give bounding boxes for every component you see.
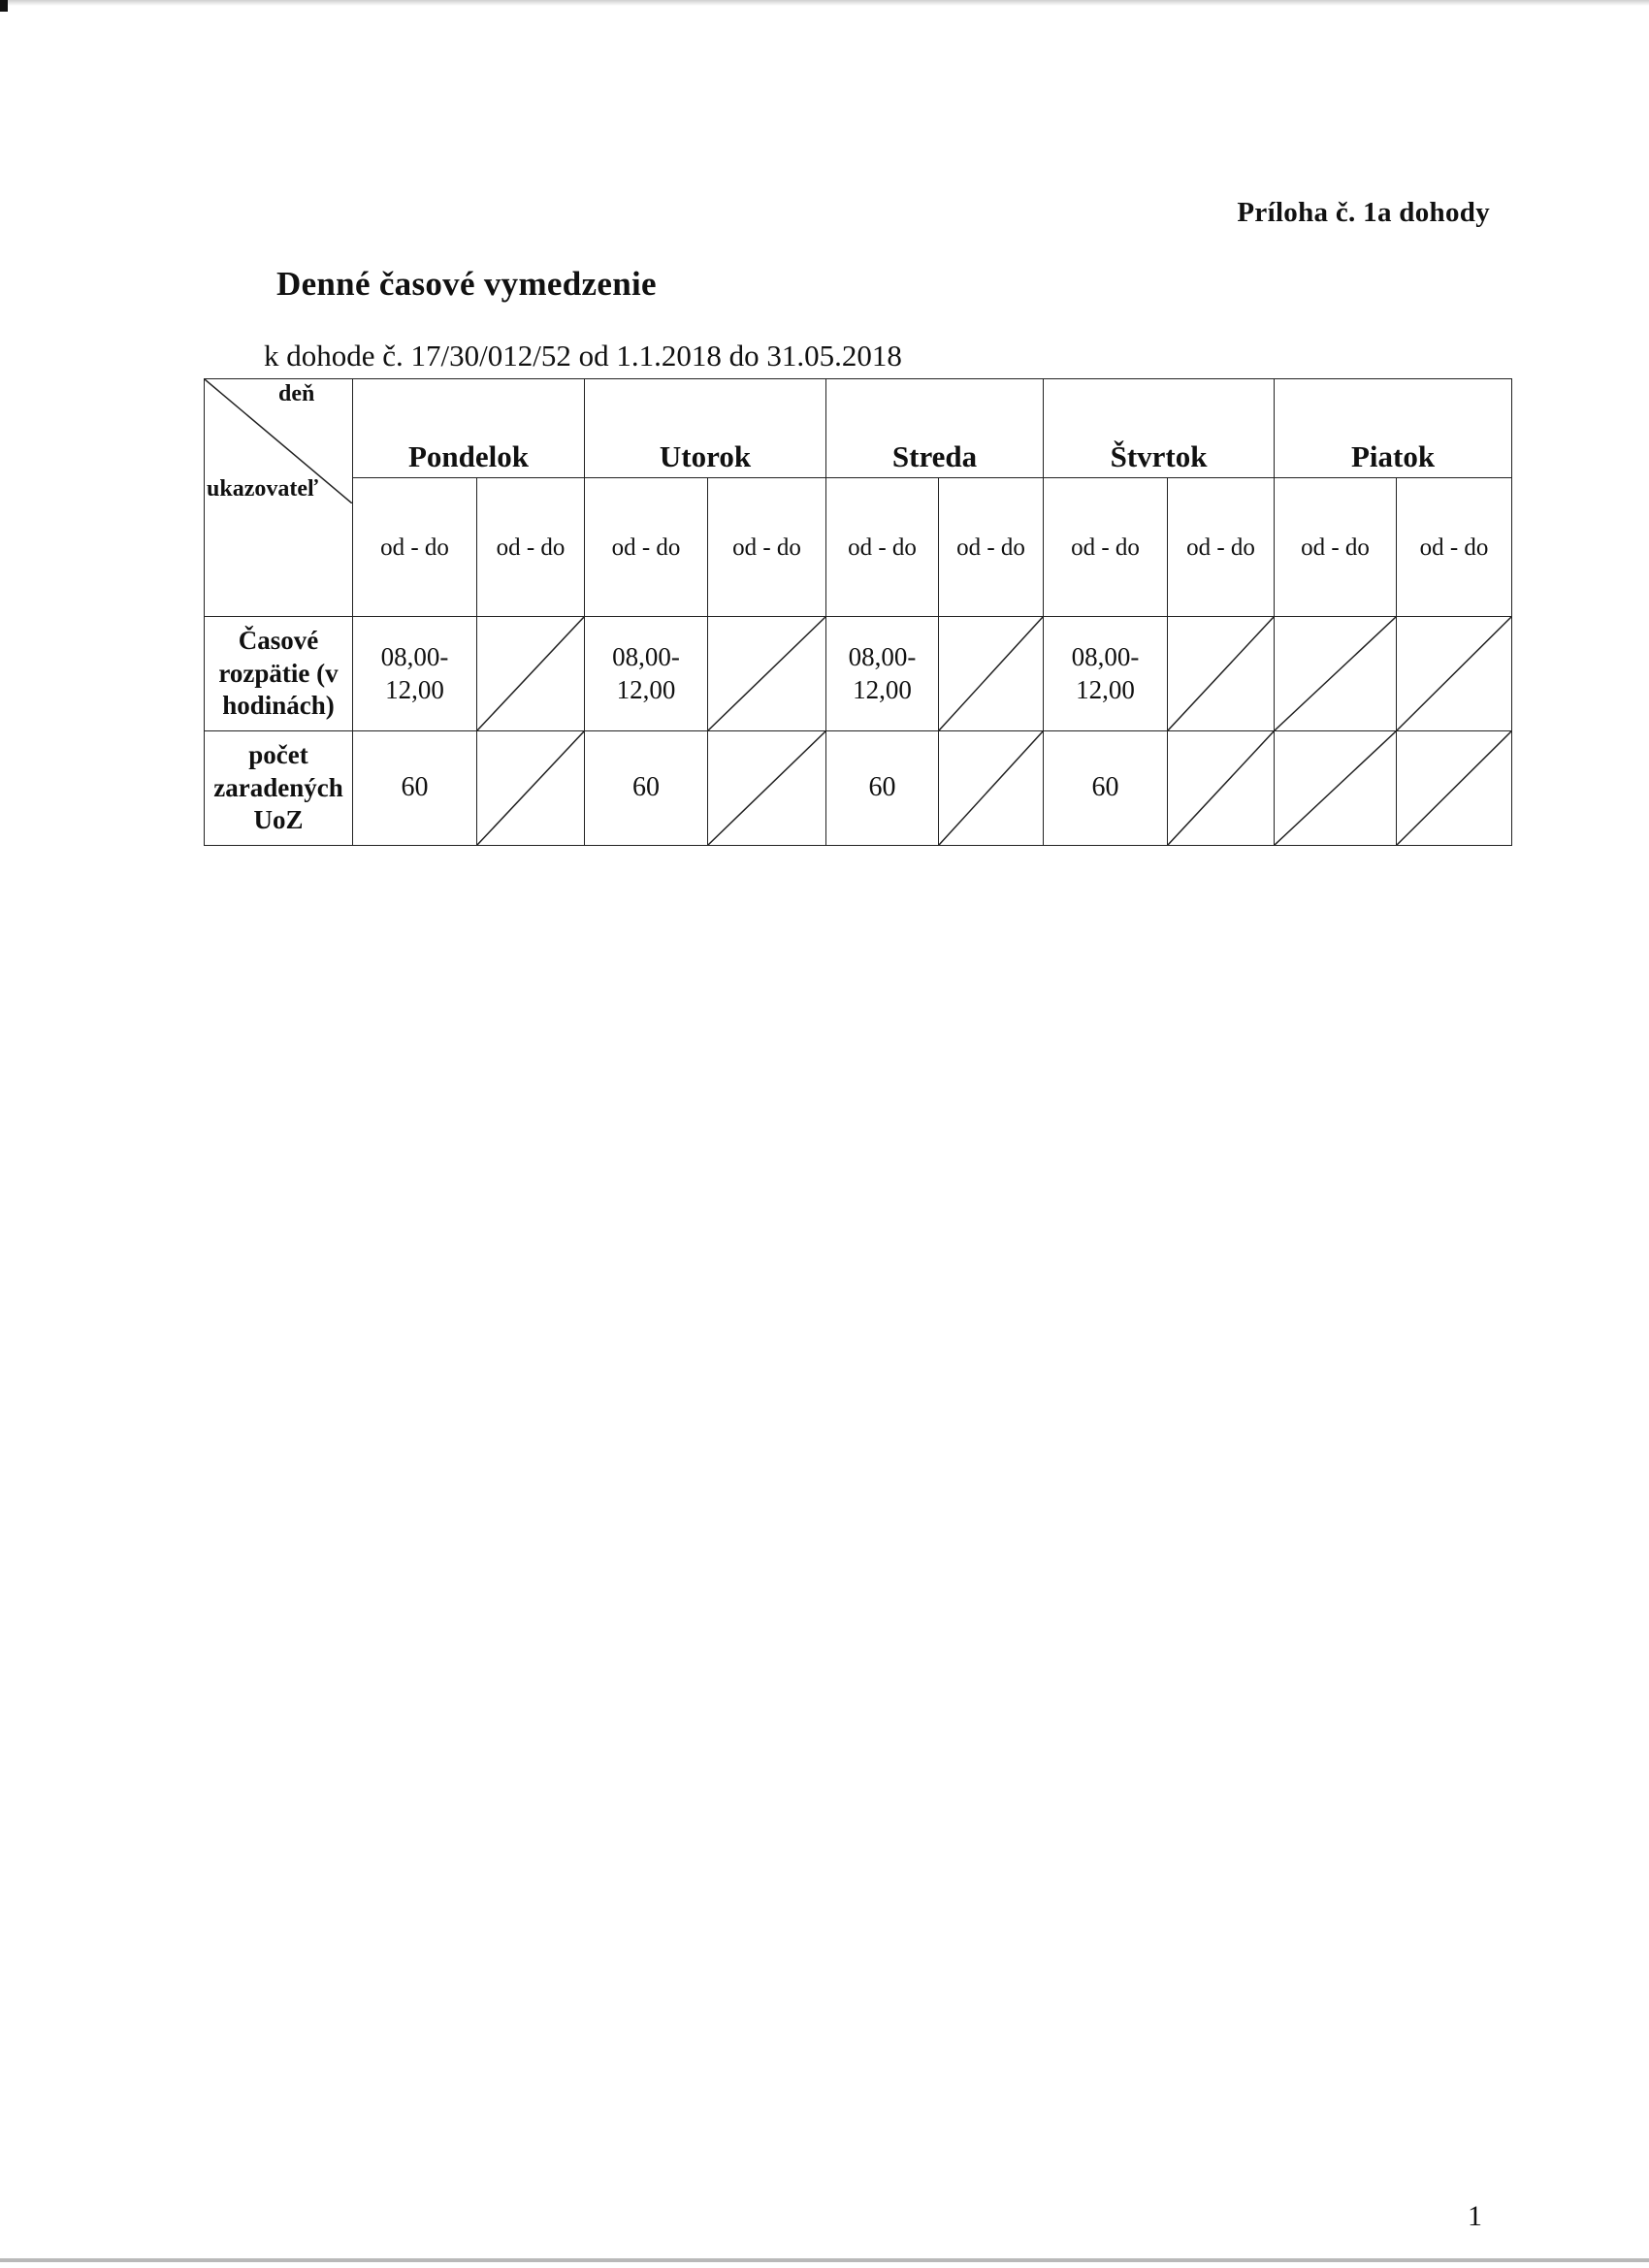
range-label: od - do bbox=[477, 478, 585, 617]
corner-cell bbox=[205, 379, 353, 617]
range-label: od - do bbox=[1168, 478, 1275, 617]
cell-slash bbox=[708, 731, 825, 845]
empty-slashed-cell bbox=[1275, 617, 1397, 731]
time-range-row bbox=[205, 617, 1512, 731]
corner-day-label: deň bbox=[278, 381, 315, 406]
cell-slash bbox=[939, 731, 1043, 845]
empty-slashed-cell bbox=[1275, 731, 1397, 846]
time-cell: 08,00- 12,00 bbox=[826, 617, 939, 731]
appendix-label: Príloha č. 1a dohody bbox=[1237, 197, 1490, 228]
day-header-tuesday: Utorok bbox=[585, 379, 826, 478]
time-cell: 08,00- 12,00 bbox=[353, 617, 477, 731]
range-header-row bbox=[205, 478, 1512, 617]
empty-slashed-cell bbox=[708, 731, 826, 846]
count-cell: 60 bbox=[585, 731, 708, 846]
cell-slash bbox=[1397, 731, 1511, 845]
day-header-friday: Piatok bbox=[1275, 379, 1512, 478]
document-title: Denné časové vymedzenie bbox=[276, 265, 657, 303]
empty-slashed-cell bbox=[708, 617, 826, 731]
count-cell: 60 bbox=[1044, 731, 1168, 846]
row-label-time-range: Časové rozpätie (v hodinách) bbox=[205, 617, 353, 731]
scan-edge-top bbox=[0, 0, 1649, 6]
empty-slashed-cell bbox=[1168, 731, 1275, 846]
cell-slash bbox=[939, 617, 1043, 730]
time-cell: 08,00- 12,00 bbox=[585, 617, 708, 731]
day-header-row bbox=[205, 379, 1512, 478]
count-cell: 60 bbox=[826, 731, 939, 846]
scan-mark bbox=[0, 0, 8, 12]
range-label: od - do bbox=[585, 478, 708, 617]
range-label: od - do bbox=[1397, 478, 1512, 617]
empty-slashed-cell bbox=[939, 731, 1044, 846]
day-header-wednesday: Streda bbox=[826, 379, 1044, 478]
empty-slashed-cell bbox=[477, 617, 585, 731]
cell-slash bbox=[1168, 617, 1274, 730]
empty-slashed-cell bbox=[477, 731, 585, 846]
count-row bbox=[205, 731, 1512, 846]
cell-slash bbox=[1275, 617, 1396, 730]
range-label: od - do bbox=[939, 478, 1044, 617]
range-label: od - do bbox=[353, 478, 477, 617]
range-label: od - do bbox=[708, 478, 826, 617]
range-label: od - do bbox=[826, 478, 939, 617]
document-subtitle: k dohode č. 17/30/012/52 od 1.1.2018 do 31.05.2018 bbox=[264, 339, 902, 373]
day-header-monday: Pondelok bbox=[353, 379, 585, 478]
cell-slash bbox=[477, 617, 584, 730]
scan-edge-bottom bbox=[0, 2258, 1649, 2262]
corner-indicator-label: ukazovateľ bbox=[207, 476, 319, 502]
empty-slashed-cell bbox=[1168, 617, 1275, 731]
empty-slashed-cell bbox=[939, 617, 1044, 731]
page-number: 1 bbox=[1468, 2200, 1482, 2232]
empty-slashed-cell bbox=[1397, 617, 1512, 731]
cell-slash bbox=[708, 617, 825, 730]
range-label: od - do bbox=[1044, 478, 1168, 617]
day-header-thursday: Štvrtok bbox=[1044, 379, 1275, 478]
cell-slash bbox=[1397, 617, 1511, 730]
cell-slash bbox=[477, 731, 584, 845]
row-label-count: počet zaradených UoZ bbox=[205, 731, 353, 846]
range-label: od - do bbox=[1275, 478, 1397, 617]
time-cell: 08,00- 12,00 bbox=[1044, 617, 1168, 731]
schedule-table bbox=[204, 378, 1512, 846]
count-cell: 60 bbox=[353, 731, 477, 846]
cell-slash bbox=[1168, 731, 1274, 845]
empty-slashed-cell bbox=[1397, 731, 1512, 846]
cell-slash bbox=[1275, 731, 1396, 845]
